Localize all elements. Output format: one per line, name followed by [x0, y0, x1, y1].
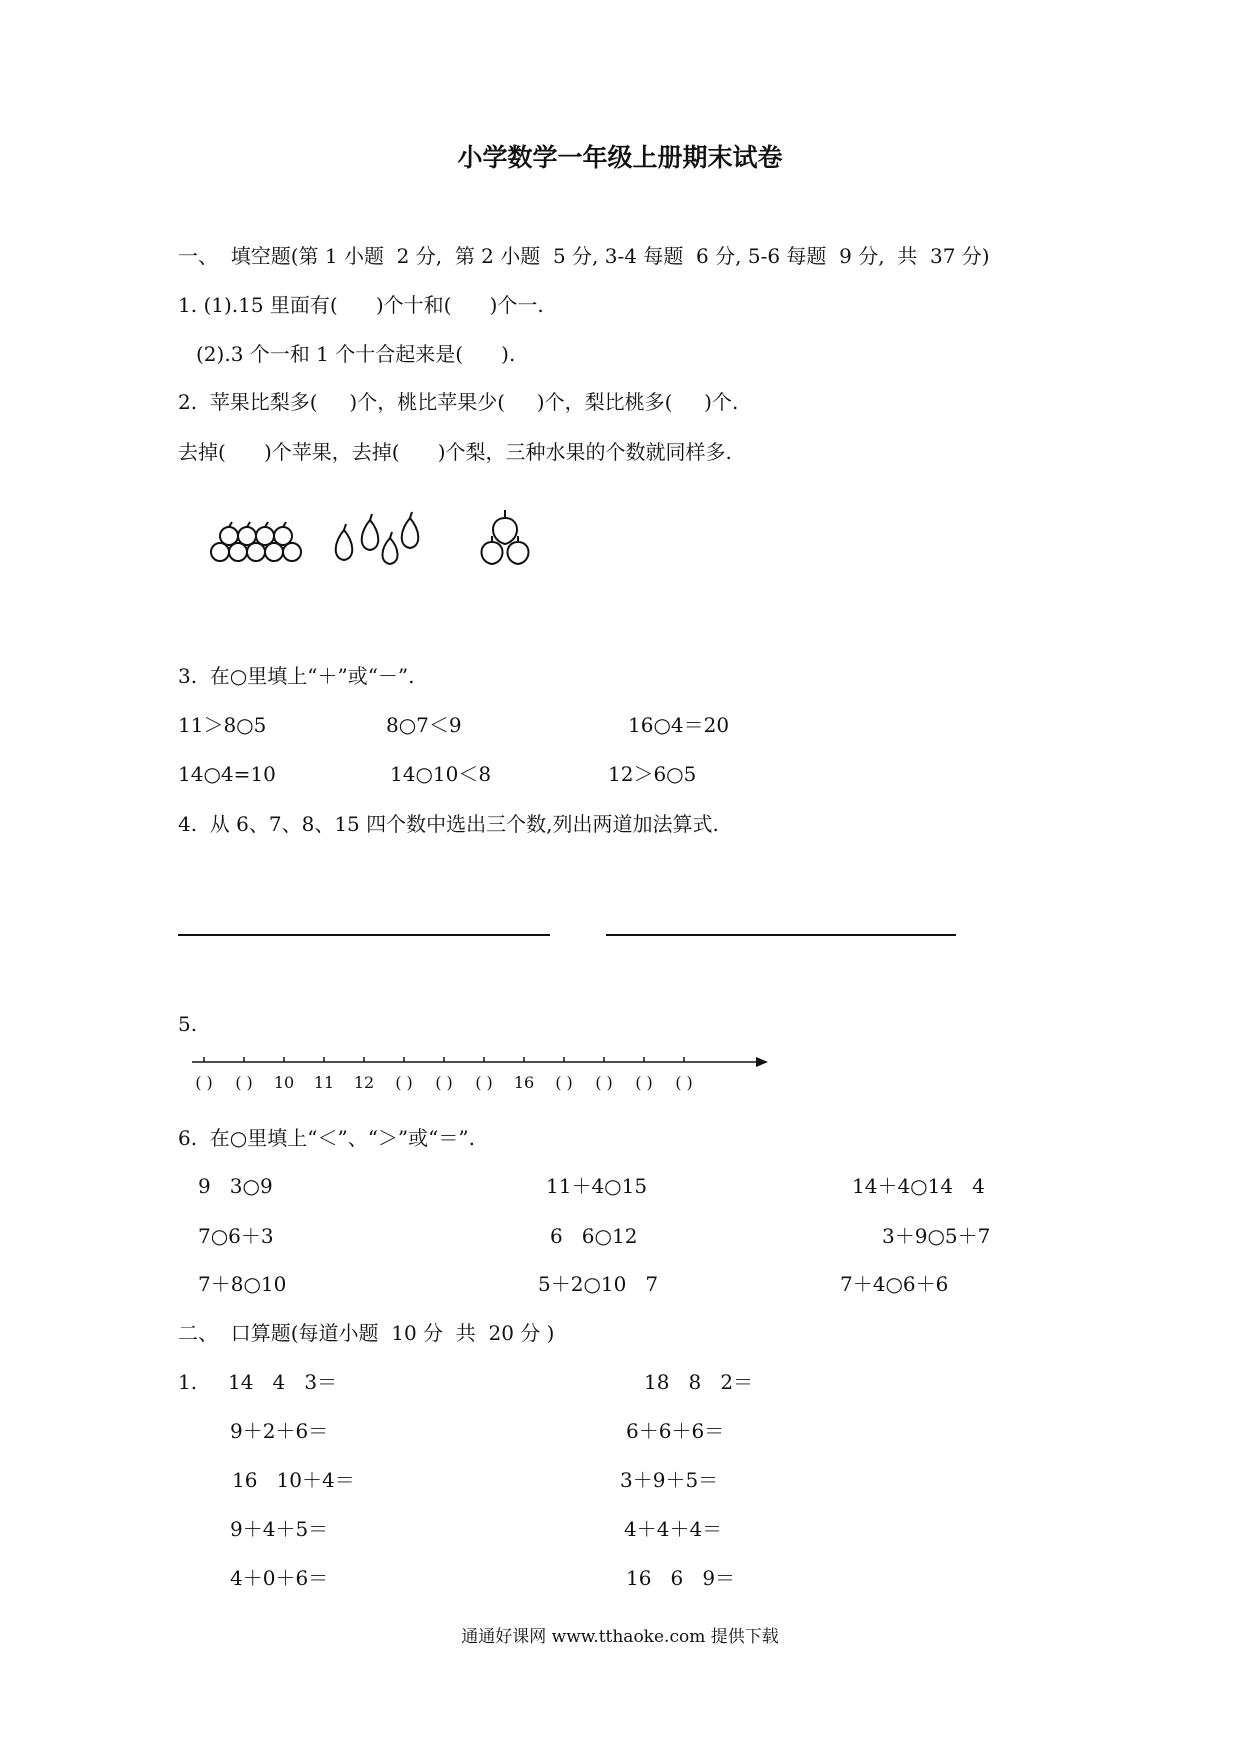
q3-item: 14○10＜8 — [390, 762, 492, 786]
oral-item: 3＋9＋5＝ — [620, 1468, 719, 1492]
q6-item: 6 6○12 — [550, 1224, 638, 1248]
oral-item: 16 6 9＝ — [626, 1566, 736, 1590]
q1-part1: 1. (1).15 里面有( )个十和( )个一. — [178, 293, 544, 317]
number-line-label: ( ) — [595, 1073, 613, 1092]
number-line-label: ( ) — [555, 1073, 573, 1092]
number-line-label: ( ) — [395, 1073, 413, 1092]
q6-item: 7＋8○10 — [198, 1272, 287, 1296]
answer-line-2 — [606, 934, 956, 936]
q2-line2: 去掉( )个苹果，去掉( )个梨，三种水果的个数就同样多. — [178, 440, 732, 464]
number-line-label: 10 — [273, 1073, 295, 1092]
number-line-label: ( ) — [635, 1073, 653, 1092]
q6-item: 7＋4○6＋6 — [840, 1272, 949, 1296]
oral-item: 14 4 3＝ — [228, 1370, 338, 1394]
oral-item: 4＋4＋4＝ — [624, 1517, 723, 1541]
number-line-label: ( ) — [235, 1073, 253, 1092]
oral-item: 9＋2＋6＝ — [230, 1419, 329, 1443]
q3-item: 14○4=10 — [178, 762, 276, 786]
number-line-label: ( ) — [195, 1073, 213, 1092]
oral-item: 18 8 2＝ — [644, 1370, 754, 1394]
number-line-label: 12 — [353, 1073, 375, 1092]
q6-item: 14＋4○14 4 — [852, 1174, 985, 1198]
q3-item: 11＞8○5 — [178, 713, 267, 737]
q4-prompt: 4. 从 6、7、8、15 四个数中选出三个数,列出两道加法算式. — [178, 812, 719, 836]
oral-item: 9＋4＋5＝ — [230, 1517, 329, 1541]
section2-heading: 二、 口算题(每道小题 10 分 共 20 分 ) — [178, 1321, 555, 1345]
number-line-label: 16 — [513, 1073, 535, 1092]
number-line-arrow — [756, 1057, 768, 1067]
q1-part2: (2).3 个一和 1 个十合起来是( ). — [196, 342, 516, 366]
peaches-group — [482, 510, 529, 564]
oral-item: 4＋0＋6＝ — [230, 1566, 329, 1590]
q6-item: 9 3○9 — [198, 1174, 273, 1198]
answer-line-1 — [178, 934, 550, 936]
q6-prompt: 6. 在○里填上“＜”、“＞”或“＝”. — [178, 1126, 475, 1150]
q3-item: 12＞6○5 — [608, 762, 697, 786]
q6-item: 11＋4○15 — [546, 1174, 648, 1198]
oral-item: 16 10＋4＝ — [232, 1468, 355, 1492]
q-number: 1. — [178, 1370, 198, 1394]
number-line — [190, 1050, 780, 1100]
apples-group — [211, 522, 301, 561]
page-title: 小学数学一年级上册期末试卷 — [457, 143, 783, 172]
q3-item: 8○7＜9 — [386, 713, 462, 737]
q6-item: 3＋9○5＋7 — [882, 1224, 991, 1248]
q3-item: 16○4＝20 — [628, 713, 730, 737]
number-line-label: ( ) — [675, 1073, 693, 1092]
q5-prompt: 5. — [178, 1012, 198, 1036]
q3-prompt: 3. 在○里填上“＋”或“－”. — [178, 664, 415, 688]
q6-item: 7○6＋3 — [198, 1224, 274, 1248]
section1-heading: 一、 填空题(第 1 小题 2 分, 第 2 小题 5 分, 3-4 每题 6 分, 5-6 每题 9 分, 共 37 分) — [178, 244, 990, 268]
pears-group — [336, 512, 419, 564]
oral-item: 6＋6＋6＝ — [626, 1419, 725, 1443]
q6-item: 5＋2○10 7 — [538, 1272, 659, 1296]
footer-credit: 通通好课网 www.tthaoke.com 提供下载 — [461, 1627, 779, 1647]
number-line-label: ( ) — [435, 1073, 453, 1092]
number-line-label: ( ) — [475, 1073, 493, 1092]
fruit-illustration — [200, 500, 560, 580]
number-line-label: 11 — [313, 1073, 335, 1092]
q2-line1: 2. 苹果比梨多( )个，桃比苹果少( )个，梨比桃多( )个. — [178, 390, 739, 414]
